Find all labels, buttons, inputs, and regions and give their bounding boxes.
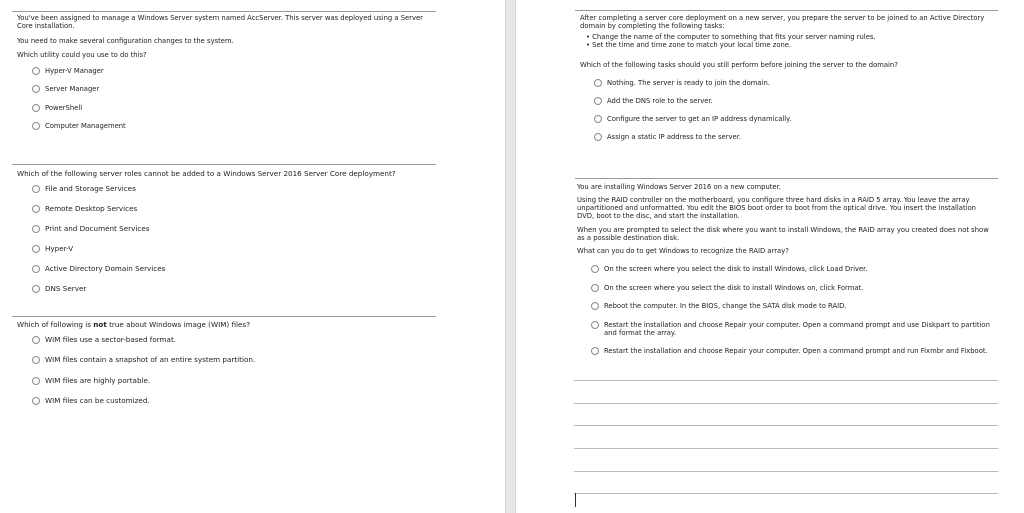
q2-option-5[interactable]: Active Directory Domain Services (32, 265, 165, 274)
question-1-prompt: Which utility could you use to do this? (17, 51, 147, 60)
q2-option-2[interactable]: Remote Desktop Services (32, 205, 137, 214)
question-4-bullet-2: • Set the time and time zone to match your local time zone. (586, 41, 792, 50)
divider (575, 10, 998, 11)
ruled-line (574, 380, 998, 381)
radio-button[interactable] (32, 225, 40, 233)
divider (12, 11, 436, 12)
question-4-prompt: Which of the following tasks should you still perform before joining the server to the domain? (580, 60, 898, 69)
q2-option-6[interactable]: DNS Server (32, 285, 86, 294)
page-gutter (505, 0, 516, 513)
question-5-prompt: What can you do to get Windows to recognize the RAID array? (577, 246, 789, 255)
q3-option-2[interactable]: WIM files contain a snapshot of an entire system partition. (32, 356, 255, 365)
question-3-prompt: Which of following is not true about Windows image (WIM) files? (17, 320, 251, 329)
question-2 (17, 170, 432, 179)
q5-option-5[interactable]: Restart the installation and choose Repair your computer. Open a command prompt and run Fixmbr and Fixboot. (591, 347, 988, 355)
question-5-paragraph: When you are prompted to select the disk where you want to install Windows, the RAID array you created does not show as a possible destination disk. (577, 225, 989, 242)
q3-option-4[interactable]: WIM files can be customized. (32, 397, 150, 406)
question-1-intro: You've been assigned to manage a Windows Server system named AccServer. This server was deployed using a Server Core installation. (17, 14, 423, 31)
ruled-line (574, 493, 998, 494)
q3-option-3[interactable]: WIM files are highly portable. (32, 377, 150, 386)
q5-option-2[interactable]: On the screen where you select the disk to install Windows on, click Format. (591, 284, 863, 292)
text-cursor (575, 493, 576, 507)
radio-button[interactable] (32, 336, 40, 344)
q2-option-1[interactable]: File and Storage Services (32, 185, 136, 194)
q4-option-3[interactable]: Configure the server to get an IP address dynamically. (594, 115, 791, 123)
divider (12, 164, 436, 165)
q5-option-1[interactable]: On the screen where you select the disk to install Windows, click Load Driver. (591, 265, 868, 273)
question-5-line: You are installing Windows Server 2016 on a new computer. (577, 183, 781, 191)
emphasis-not: not (93, 320, 107, 329)
question-5 (577, 183, 995, 255)
q5-option-4[interactable]: Restart the installation and choose Repair your computer. Open a command prompt and use Diskpart to partition and format the array. (591, 321, 996, 337)
question-5-paragraph: Using the RAID controller on the motherboard, you configure three hard disks in a RAID 5 array. You leave the array unpartitioned and unformatted. You edit the BIOS boot order to boot from the optical drive. You insert the installation DVD, boot to the disc, and start the installation. (577, 196, 976, 221)
radio-button[interactable] (32, 122, 40, 130)
ruled-line (574, 403, 998, 404)
q3-option-1[interactable]: WIM files use a sector-based format. (32, 336, 176, 345)
ruled-line (574, 448, 998, 449)
question-1 (17, 14, 427, 60)
radio-button[interactable] (594, 133, 602, 141)
q4-option-1[interactable]: Nothing. The server is ready to join the domain. (594, 79, 770, 87)
divider (575, 178, 998, 179)
radio-button[interactable] (32, 265, 40, 273)
radio-button[interactable] (591, 265, 599, 273)
q1-option-2[interactable]: Server Manager (32, 85, 99, 93)
q4-option-4[interactable]: Assign a static IP address to the server. (594, 133, 741, 141)
q1-option-3[interactable]: PowerShell (32, 104, 82, 112)
radio-button[interactable] (594, 115, 602, 123)
radio-button[interactable] (32, 85, 40, 93)
radio-button[interactable] (32, 285, 40, 293)
q1-option-4[interactable]: Computer Management (32, 122, 126, 130)
radio-button[interactable] (32, 205, 40, 213)
radio-button[interactable] (32, 104, 40, 112)
radio-button[interactable] (32, 397, 40, 405)
question-1-line: You need to make several configuration changes to the system. (17, 37, 234, 46)
radio-button[interactable] (591, 321, 599, 329)
question-4-bullet-1: • Change the name of the computer to something that fits your server naming rules. (586, 33, 876, 42)
left-page (0, 0, 505, 513)
right-page (516, 0, 1024, 513)
ruled-line (574, 425, 998, 426)
radio-button[interactable] (32, 245, 40, 253)
question-4 (580, 14, 995, 69)
question-3 (17, 321, 432, 330)
question-4-intro: After completing a server core deployment on a new server, you prepare the server to be joined to an Active Directory domain by completing the following tasks: (580, 14, 985, 31)
question-2-prompt: Which of the following server roles cannot be added to a Windows Server 2016 Server Core deployment? (17, 169, 396, 178)
radio-button[interactable] (32, 377, 40, 385)
radio-button[interactable] (32, 356, 40, 364)
radio-button[interactable] (594, 97, 602, 105)
radio-button[interactable] (32, 185, 40, 193)
q2-option-4[interactable]: Hyper-V (32, 245, 73, 254)
q5-option-3[interactable]: Reboot the computer. In the BIOS, change the SATA disk mode to RAID. (591, 302, 847, 310)
divider (12, 316, 436, 317)
radio-button[interactable] (591, 302, 599, 310)
radio-button[interactable] (32, 67, 40, 75)
ruled-line (574, 471, 998, 472)
radio-button[interactable] (591, 284, 599, 292)
q4-option-2[interactable]: Add the DNS role to the server. (594, 97, 713, 105)
radio-button[interactable] (594, 79, 602, 87)
radio-button[interactable] (591, 347, 599, 355)
q2-option-3[interactable]: Print and Document Services (32, 225, 149, 234)
q1-option-1[interactable]: Hyper-V Manager (32, 67, 104, 75)
